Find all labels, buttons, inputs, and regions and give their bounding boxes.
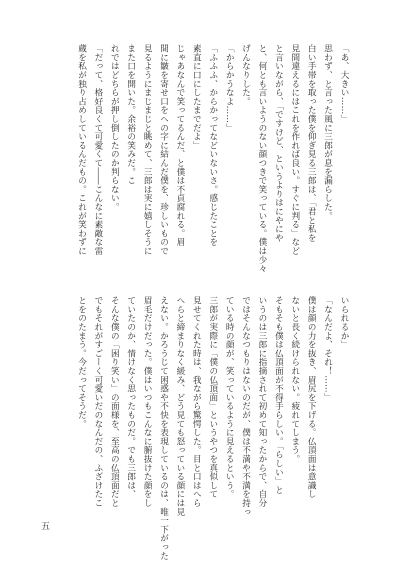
text-line: 「あ、大きい……」	[339, 44, 349, 124]
text-line: ている時の顔が、笑っているように見えるという。	[224, 296, 235, 499]
text-line: 眉毛だけだった。僕はいつもこんなに腑抜けた顔をし	[142, 296, 153, 508]
text-line: 僕は顔の力を抜き、眉尻を下げる。仏頂面は意識し	[306, 296, 317, 499]
text-line: 「ふふふ、からかってなどいないさ。感じたことを	[207, 44, 218, 247]
text-line: 蔵を私が独り占めしているんだもの。これが笑わずに	[76, 44, 87, 256]
text-line: そもそも僕は仏頂面が不得手らしい。「らしい」と	[273, 296, 284, 495]
text-line: 「なんだよ、それ！……」	[322, 296, 333, 402]
text-line: じゃあなんで笑ってるんだ、と僕は不貞腐れる。眉	[174, 44, 185, 247]
text-line: 白い手帯を取った僕を仰ぎ見る三郎は、「君と私を	[306, 44, 317, 243]
text-line: 三郎が実際に「僕の仏頂面」というやつを真似して	[207, 296, 218, 499]
text-line: いられるか」	[339, 296, 349, 349]
text-line: いうのは三郎に指摘されて初めて知ったからで、自分	[256, 296, 267, 508]
text-block-upper	[73, 44, 352, 294]
text-line: ないと長く続けられない。疲れてしまう。	[289, 296, 300, 464]
text-line: でもそれがすごーく可愛いだのなんだの、ふざけたこ	[92, 296, 103, 508]
text-line: れではどちらが押し倒したのか判らない。	[109, 44, 120, 212]
text-line: と言いながら、「ですけど、というよりはにやにや	[273, 44, 284, 243]
text-line: また口を開いた。余裕の笑みだ。こ	[125, 44, 136, 185]
text-line: 「だって、格好良くて可愛くて――こんなに素敵な雷	[92, 44, 103, 256]
text-line: ていたのか、情けなく思ったものだ。でも三郎は、	[125, 296, 136, 499]
text-line: ではそんなつもりはないのだが、僕は不満や不満を持っ	[240, 296, 251, 516]
text-line: 間に皺を寄せ口をへの字に結んだ僕を、珍しいもので	[158, 44, 169, 256]
text-line: そんな僕の「困り笑い」の面様を、至高の仏頂面だと	[109, 296, 120, 508]
text-line: とをのたまう。今だってそうだ。	[76, 296, 87, 428]
text-line: 見せてくれた時は、我ながら驚愕した。目と口はへら	[191, 296, 202, 508]
text-line: 見間違えるにはこれを作れば良い。すぐに判る」など	[289, 44, 300, 256]
text-block-lower	[73, 296, 352, 560]
text-line: えない。かろうじて困惑や不快を表現しているのは、唯一下がった	[158, 296, 169, 560]
text-line: と、何とも言いようのない顔つきで笑っている。僕は少々	[256, 44, 267, 273]
text-line: 見るようにまじまじと眺めて、三郎は実に嬉しそうに	[142, 44, 153, 256]
text-line: へらと締まりなく緩み、どう見ても怒っている顔には見	[174, 296, 185, 516]
page-number: 五	[41, 522, 51, 532]
text-line: 思わず、と言った風に三郎が息を漏らした。	[322, 44, 333, 220]
text-line: 素直に口にしたまでだよ」	[191, 44, 202, 150]
text-line: 「からかうなよ……」	[224, 44, 235, 132]
text-line: げんなりした。	[240, 44, 251, 106]
